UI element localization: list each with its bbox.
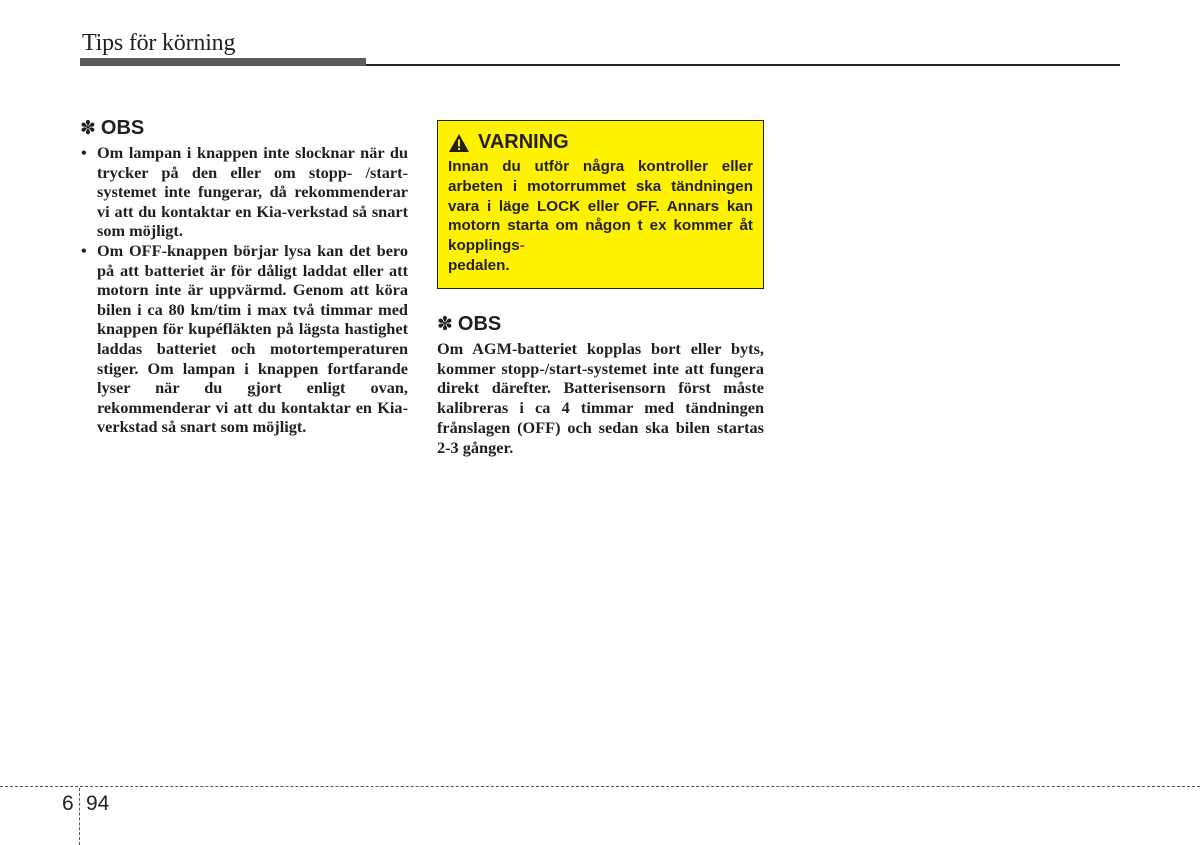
warning-text-end: pedalen. <box>448 256 510 274</box>
warning-text-main: Innan du utför några kontroller eller arbeten i motorrummet ska tändningen vara i läge LOCK eller OFF. Annars kan motorn starta om någon t ex kommer åt kopplings <box>448 158 753 255</box>
asterisk-icon: ✽ <box>80 118 96 139</box>
obs-note-left <box>80 117 408 437</box>
obs-bullet-list <box>80 143 408 437</box>
header-rule <box>366 64 1120 66</box>
warning-triangle-icon <box>448 133 470 153</box>
warning-text <box>448 157 753 276</box>
obs-heading-label: OBS <box>457 312 502 335</box>
warning-heading <box>448 131 753 154</box>
warning-box <box>437 120 764 289</box>
obs-paragraph: Om AGM-batteriet kopplas bort eller byts, kommer stopp-/start-systemet inte att fungera direkt därefter. Batterisensorn först måste kalibreras i ca 4 timmar med tändningen frånslagen (OFF) och sedan ska bilen startas 2-3 gånger. <box>437 338 764 457</box>
obs-heading <box>437 313 764 336</box>
header-accent-bar <box>80 58 366 66</box>
footer-dashed-divider <box>79 788 80 845</box>
right-column <box>437 120 764 458</box>
obs-note-right <box>437 313 764 458</box>
footer-dashed-rule <box>0 786 1200 787</box>
warning-heading-label: VARNING <box>478 131 569 153</box>
chapter-number: 6 <box>62 792 74 815</box>
page-header-title: Tips för körning <box>82 30 236 56</box>
page-number: 94 <box>86 792 110 815</box>
obs-heading-label: OBS <box>100 117 145 139</box>
obs-heading <box>80 117 408 140</box>
list-item: • Om lampan i knappen inte slocknar när du trycker på den eller om stopp- /start-systemet inte fungerar, då rekommenderar vi att du kontaktar en Kia-verkstad så snart som möjligt. <box>80 143 408 241</box>
list-item: • Om OFF-knappen börjar lysa kan det bero på att batteriet är för dåligt laddat eller att motorn inte är uppvärmd. Genom att köra bilen i ca 80 km/tim i max två timmar med knappen för kupéfläkten på lägsta hastighet laddas batteriet och motortemperaturen stiger. Om lampan i knappen fortfarande lyser när du gjort enligt ovan, rekommenderar vi att du kontaktar en Kia-verkstad så snart som möjligt. <box>80 241 408 437</box>
asterisk-icon: ✽ <box>437 313 453 335</box>
warning-hyphen: - <box>519 237 525 255</box>
